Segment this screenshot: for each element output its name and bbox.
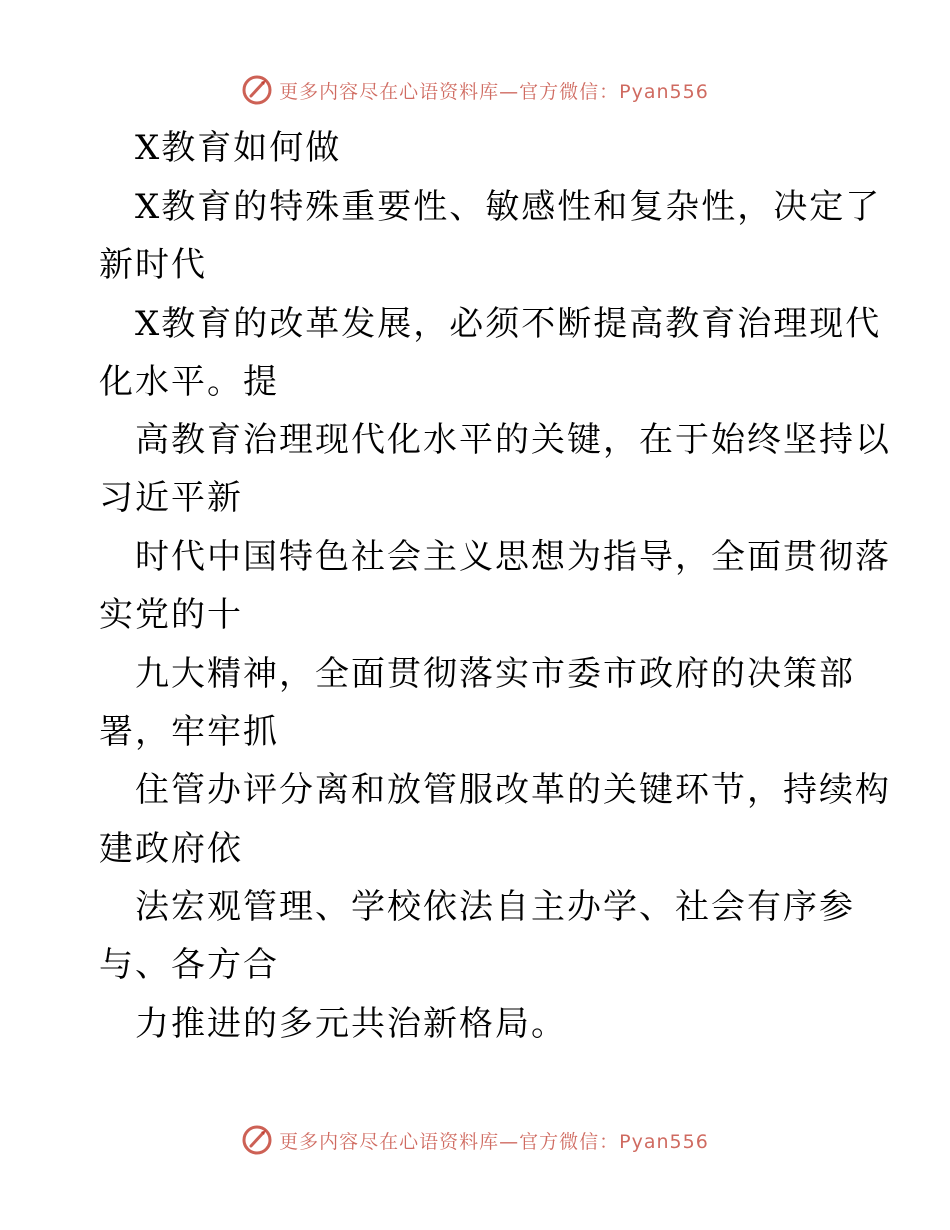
doc-line: X教育如何做 [99, 128, 342, 168]
footer-banner-text: 更多内容尽在心语资料库—官方微信：Pyan556 [279, 1130, 709, 1153]
doc-line: 住管办评分离和放管服改革的关键环节，持续构 [99, 770, 891, 810]
doc-line: 新时代 [99, 245, 207, 285]
doc-line: 法宏观管理、学校依法自主办学、社会有序参 [99, 887, 855, 927]
doc-line: 与、各方合 [99, 945, 279, 985]
doc-line: 时代中国特色社会主义思想为指导，全面贯彻落 [99, 537, 891, 577]
header-banner-text: 更多内容尽在心语资料库—官方微信：Pyan556 [279, 80, 709, 103]
doc-line: 九大精神，全面贯彻落实市委市政府的决策部 [99, 654, 855, 694]
footer-banner [0, 1120, 950, 1160]
doc-line: 力推进的多元共治新格局。 [99, 1004, 567, 1044]
doc-line: 化水平。提 [99, 362, 279, 402]
doc-line: X教育的改革发展，必须不断提高教育治理现代 [99, 304, 882, 344]
doc-line: X教育的特殊重要性、敏感性和复杂性，决定了 [99, 187, 882, 227]
seal-logo-icon [241, 1124, 273, 1156]
doc-line: 署，牢牢抓 [99, 712, 279, 752]
doc-line: 习近平新 [99, 478, 243, 518]
footer-banner-content [241, 1124, 709, 1156]
doc-line: 建政府依 [99, 829, 243, 869]
doc-line: 实党的十 [99, 595, 243, 635]
doc-line: 高教育治理现代化水平的关键，在于始终坚持以 [99, 420, 891, 460]
